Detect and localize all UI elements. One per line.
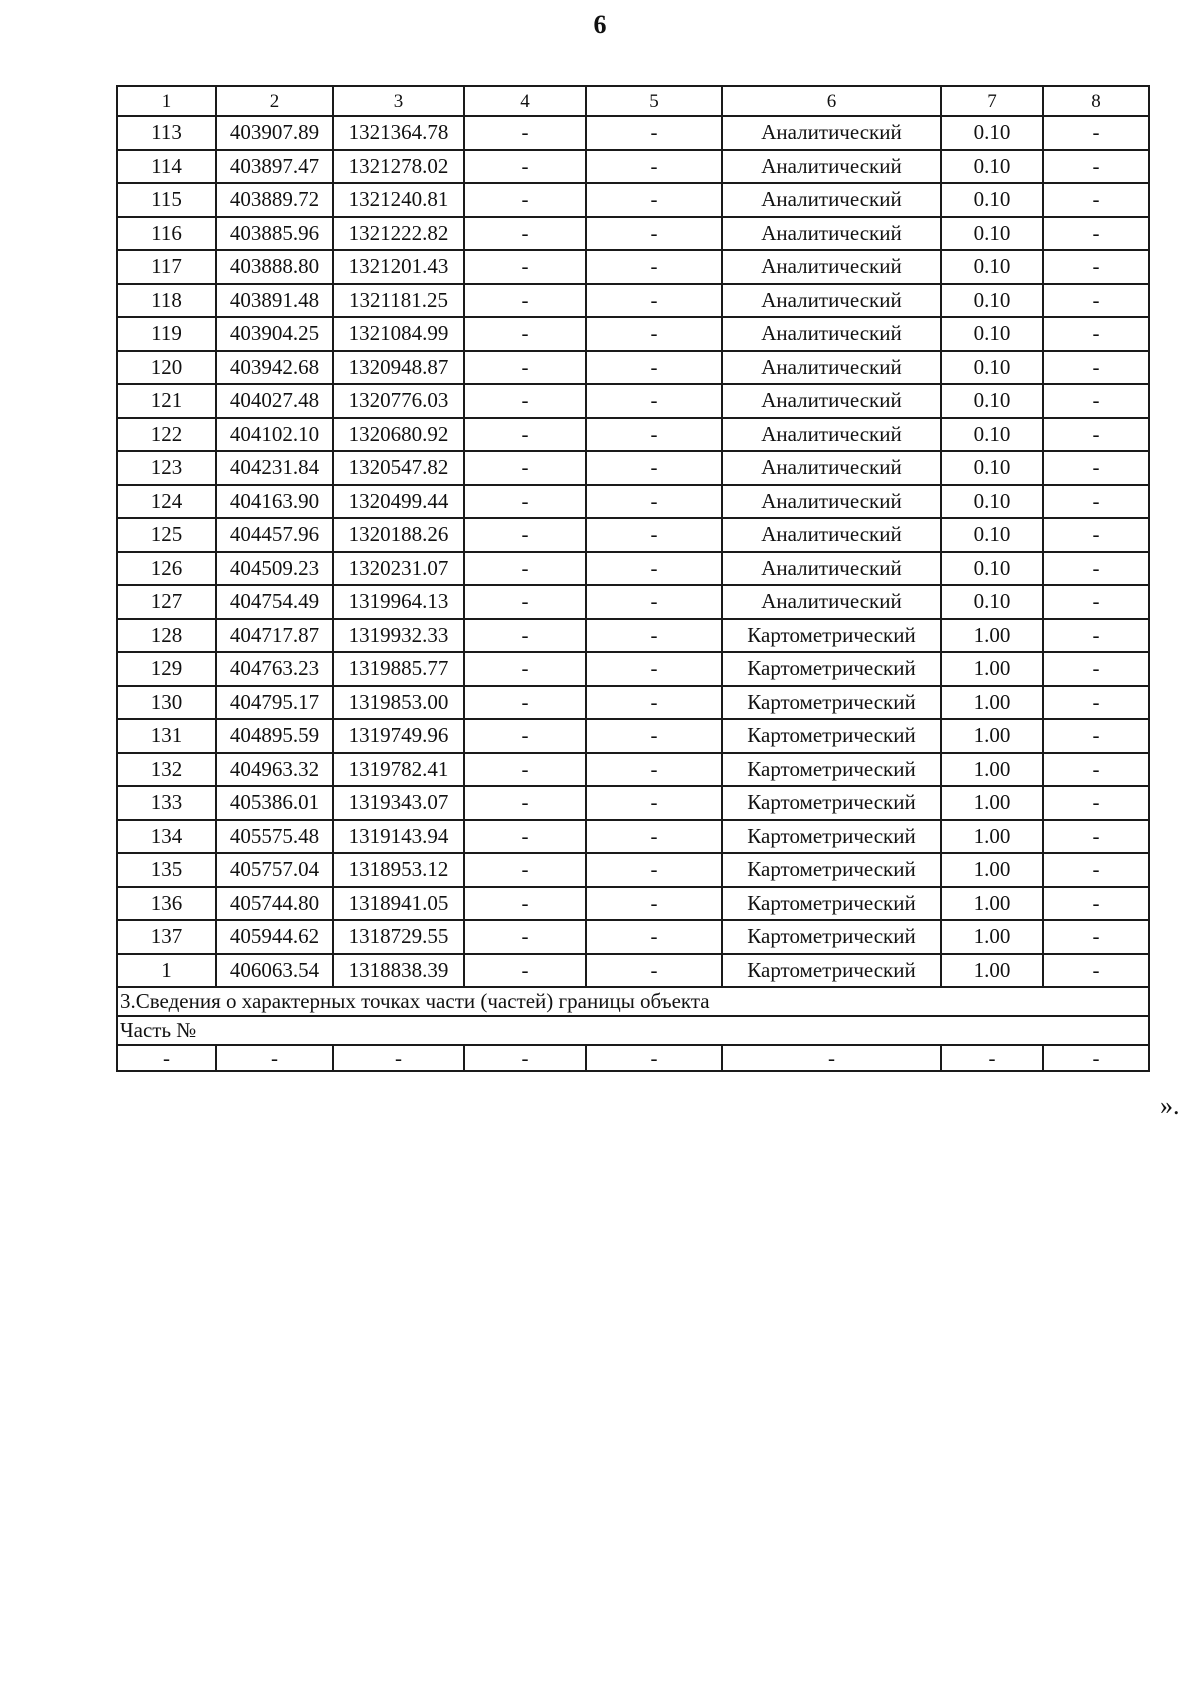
precision-cell: 0.10 (941, 585, 1043, 619)
col-4-cell: - (464, 552, 586, 586)
col-5-cell: - (586, 920, 722, 954)
point-number-cell: 122 (117, 418, 216, 452)
precision-cell: 0.10 (941, 250, 1043, 284)
col-4-cell: - (464, 820, 586, 854)
method-cell: Аналитический (722, 585, 941, 619)
col-5-cell: - (586, 451, 722, 485)
point-number-cell: 123 (117, 451, 216, 485)
col-4-cell: - (464, 485, 586, 519)
x-coordinate-cell: 403907.89 (216, 116, 333, 150)
method-cell: Картометрический (722, 887, 941, 921)
method-cell: Картометрический (722, 719, 941, 753)
point-number-cell: 137 (117, 920, 216, 954)
y-coordinate-cell: 1319964.13 (333, 585, 464, 619)
column-header: 2 (216, 86, 333, 116)
y-coordinate-cell: 1321240.81 (333, 183, 464, 217)
table-row (117, 518, 1149, 552)
table-row (117, 384, 1149, 418)
point-number-cell: 129 (117, 652, 216, 686)
col-4-cell: - (464, 585, 586, 619)
col-8-cell: - (1043, 619, 1149, 653)
col-8-cell: - (1043, 686, 1149, 720)
y-coordinate-cell: 1320680.92 (333, 418, 464, 452)
closing-quote-mark: ». (1160, 1091, 1180, 1120)
table-row (117, 786, 1149, 820)
section-title: 3.Сведения о характерных точках части (частей) границы объекта (117, 987, 1149, 1016)
x-coordinate-cell: 404027.48 (216, 384, 333, 418)
x-coordinate-cell: 404509.23 (216, 552, 333, 586)
method-cell: Аналитический (722, 418, 941, 452)
col-4-cell: - (464, 116, 586, 150)
point-number-cell: 119 (117, 317, 216, 351)
precision-cell: 0.10 (941, 183, 1043, 217)
y-coordinate-cell: 1320499.44 (333, 485, 464, 519)
precision-cell: 0.10 (941, 150, 1043, 184)
x-coordinate-cell: 404754.49 (216, 585, 333, 619)
col-8-cell: - (1043, 585, 1149, 619)
precision-cell: 0.10 (941, 351, 1043, 385)
col-4-cell: - (464, 686, 586, 720)
point-number-cell: 127 (117, 585, 216, 619)
table-row (117, 686, 1149, 720)
precision-cell: 1.00 (941, 719, 1043, 753)
part-label-row (117, 1016, 1149, 1045)
table-row (117, 753, 1149, 787)
page-number: 6 (593, 10, 607, 39)
method-cell: Картометрический (722, 686, 941, 720)
col-8-cell: - (1043, 853, 1149, 887)
method-cell: Аналитический (722, 116, 941, 150)
col-4-cell: - (464, 183, 586, 217)
precision-cell: 0.10 (941, 284, 1043, 318)
x-coordinate-cell: 404457.96 (216, 518, 333, 552)
y-coordinate-cell: 1320776.03 (333, 384, 464, 418)
col-5-cell: - (586, 753, 722, 787)
precision-cell: 0.10 (941, 451, 1043, 485)
col-8-cell: - (1043, 920, 1149, 954)
point-number-cell: 124 (117, 485, 216, 519)
column-header: 6 (722, 86, 941, 116)
col-5-cell: - (586, 619, 722, 653)
precision-cell: 1.00 (941, 652, 1043, 686)
table-cell: - (216, 1045, 333, 1071)
y-coordinate-cell: 1321278.02 (333, 150, 464, 184)
col-8-cell: - (1043, 284, 1149, 318)
col-5-cell: - (586, 954, 722, 988)
precision-cell: 1.00 (941, 619, 1043, 653)
col-8-cell: - (1043, 954, 1149, 988)
x-coordinate-cell: 404231.84 (216, 451, 333, 485)
x-coordinate-cell: 405944.62 (216, 920, 333, 954)
column-header: 5 (586, 86, 722, 116)
y-coordinate-cell: 1320547.82 (333, 451, 464, 485)
method-cell: Аналитический (722, 552, 941, 586)
col-4-cell: - (464, 920, 586, 954)
col-8-cell: - (1043, 150, 1149, 184)
column-header: 4 (464, 86, 586, 116)
point-number-cell: 120 (117, 351, 216, 385)
x-coordinate-cell: 404102.10 (216, 418, 333, 452)
table-row (117, 451, 1149, 485)
y-coordinate-cell: 1319782.41 (333, 753, 464, 787)
col-4-cell: - (464, 150, 586, 184)
y-coordinate-cell: 1319143.94 (333, 820, 464, 854)
y-coordinate-cell: 1319932.33 (333, 619, 464, 653)
point-number-cell: 116 (117, 217, 216, 251)
col-5-cell: - (586, 418, 722, 452)
method-cell: Аналитический (722, 384, 941, 418)
precision-cell: 1.00 (941, 954, 1043, 988)
precision-cell: 0.10 (941, 317, 1043, 351)
col-5-cell: - (586, 150, 722, 184)
col-5-cell: - (586, 116, 722, 150)
x-coordinate-cell: 403897.47 (216, 150, 333, 184)
col-5-cell: - (586, 887, 722, 921)
table-row (117, 317, 1149, 351)
column-header: 3 (333, 86, 464, 116)
col-8-cell: - (1043, 451, 1149, 485)
col-8-cell: - (1043, 116, 1149, 150)
precision-cell: 1.00 (941, 887, 1043, 921)
col-4-cell: - (464, 250, 586, 284)
part-label: Часть № (117, 1016, 1149, 1045)
table-row (117, 217, 1149, 251)
col-4-cell: - (464, 719, 586, 753)
col-4-cell: - (464, 518, 586, 552)
x-coordinate-cell: 403942.68 (216, 351, 333, 385)
y-coordinate-cell: 1318729.55 (333, 920, 464, 954)
col-8-cell: - (1043, 183, 1149, 217)
precision-cell: 0.10 (941, 217, 1043, 251)
y-coordinate-cell: 1318838.39 (333, 954, 464, 988)
col-4-cell: - (464, 384, 586, 418)
col-8-cell: - (1043, 384, 1149, 418)
col-4-cell: - (464, 217, 586, 251)
table-row (117, 284, 1149, 318)
table-row (117, 418, 1149, 452)
y-coordinate-cell: 1321222.82 (333, 217, 464, 251)
col-4-cell: - (464, 351, 586, 385)
column-header: 1 (117, 86, 216, 116)
table-cell: - (1043, 1045, 1149, 1071)
y-coordinate-cell: 1319749.96 (333, 719, 464, 753)
method-cell: Картометрический (722, 753, 941, 787)
col-8-cell: - (1043, 552, 1149, 586)
precision-cell: 1.00 (941, 686, 1043, 720)
col-5-cell: - (586, 183, 722, 217)
x-coordinate-cell: 405575.48 (216, 820, 333, 854)
method-cell: Картометрический (722, 652, 941, 686)
table-row (117, 820, 1149, 854)
precision-cell: 1.00 (941, 820, 1043, 854)
col-5-cell: - (586, 719, 722, 753)
y-coordinate-cell: 1321201.43 (333, 250, 464, 284)
y-coordinate-cell: 1320188.26 (333, 518, 464, 552)
method-cell: Аналитический (722, 351, 941, 385)
table-row (117, 250, 1149, 284)
point-number-cell: 125 (117, 518, 216, 552)
x-coordinate-cell: 403889.72 (216, 183, 333, 217)
x-coordinate-cell: 403888.80 (216, 250, 333, 284)
method-cell: Картометрический (722, 619, 941, 653)
table-cell: - (941, 1045, 1043, 1071)
col-4-cell: - (464, 284, 586, 318)
col-5-cell: - (586, 485, 722, 519)
precision-cell: 1.00 (941, 753, 1043, 787)
col-8-cell: - (1043, 250, 1149, 284)
section-title-row (117, 987, 1149, 1016)
y-coordinate-cell: 1321084.99 (333, 317, 464, 351)
point-number-cell: 133 (117, 786, 216, 820)
col-8-cell: - (1043, 418, 1149, 452)
x-coordinate-cell: 405744.80 (216, 887, 333, 921)
col-5-cell: - (586, 686, 722, 720)
point-number-cell: 114 (117, 150, 216, 184)
col-4-cell: - (464, 619, 586, 653)
y-coordinate-cell: 1320948.87 (333, 351, 464, 385)
col-8-cell: - (1043, 753, 1149, 787)
method-cell: Картометрический (722, 954, 941, 988)
x-coordinate-cell: 404895.59 (216, 719, 333, 753)
col-4-cell: - (464, 753, 586, 787)
table-row (117, 585, 1149, 619)
table-row (117, 183, 1149, 217)
col-4-cell: - (464, 853, 586, 887)
method-cell: Аналитический (722, 451, 941, 485)
x-coordinate-cell: 406063.54 (216, 954, 333, 988)
method-cell: Аналитический (722, 485, 941, 519)
y-coordinate-cell: 1320231.07 (333, 552, 464, 586)
x-coordinate-cell: 404795.17 (216, 686, 333, 720)
col-8-cell: - (1043, 719, 1149, 753)
precision-cell: 0.10 (941, 552, 1043, 586)
table-row (117, 920, 1149, 954)
col-5-cell: - (586, 786, 722, 820)
col-8-cell: - (1043, 485, 1149, 519)
table-header-row (117, 86, 1149, 116)
y-coordinate-cell: 1318941.05 (333, 887, 464, 921)
col-5-cell: - (586, 518, 722, 552)
precision-cell: 0.10 (941, 116, 1043, 150)
dash-row (117, 1045, 1149, 1071)
method-cell: Аналитический (722, 183, 941, 217)
column-header: 8 (1043, 86, 1149, 116)
precision-cell: 1.00 (941, 853, 1043, 887)
method-cell: Картометрический (722, 786, 941, 820)
method-cell: Аналитический (722, 317, 941, 351)
precision-cell: 1.00 (941, 786, 1043, 820)
table-cell: - (464, 1045, 586, 1071)
col-4-cell: - (464, 451, 586, 485)
col-8-cell: - (1043, 887, 1149, 921)
point-number-cell: 134 (117, 820, 216, 854)
col-5-cell: - (586, 317, 722, 351)
col-5-cell: - (586, 351, 722, 385)
x-coordinate-cell: 403891.48 (216, 284, 333, 318)
table-row (117, 619, 1149, 653)
col-8-cell: - (1043, 820, 1149, 854)
point-number-cell: 117 (117, 250, 216, 284)
col-8-cell: - (1043, 518, 1149, 552)
col-8-cell: - (1043, 652, 1149, 686)
col-4-cell: - (464, 786, 586, 820)
col-5-cell: - (586, 384, 722, 418)
table-row (117, 853, 1149, 887)
col-4-cell: - (464, 317, 586, 351)
y-coordinate-cell: 1318953.12 (333, 853, 464, 887)
y-coordinate-cell: 1321181.25 (333, 284, 464, 318)
method-cell: Аналитический (722, 150, 941, 184)
table-cell: - (117, 1045, 216, 1071)
col-5-cell: - (586, 284, 722, 318)
table-row (117, 150, 1149, 184)
precision-cell: 1.00 (941, 920, 1043, 954)
col-5-cell: - (586, 820, 722, 854)
col-8-cell: - (1043, 351, 1149, 385)
table-row (117, 719, 1149, 753)
point-number-cell: 1 (117, 954, 216, 988)
point-number-cell: 131 (117, 719, 216, 753)
x-coordinate-cell: 404963.32 (216, 753, 333, 787)
table-cell: - (722, 1045, 941, 1071)
col-8-cell: - (1043, 786, 1149, 820)
point-number-cell: 128 (117, 619, 216, 653)
point-number-cell: 121 (117, 384, 216, 418)
col-5-cell: - (586, 250, 722, 284)
col-5-cell: - (586, 853, 722, 887)
point-number-cell: 130 (117, 686, 216, 720)
col-5-cell: - (586, 552, 722, 586)
col-8-cell: - (1043, 317, 1149, 351)
point-number-cell: 118 (117, 284, 216, 318)
method-cell: Картометрический (722, 820, 941, 854)
table-row (117, 552, 1149, 586)
table-row (117, 116, 1149, 150)
x-coordinate-cell: 405757.04 (216, 853, 333, 887)
x-coordinate-cell: 404763.23 (216, 652, 333, 686)
x-coordinate-cell: 404163.90 (216, 485, 333, 519)
point-number-cell: 126 (117, 552, 216, 586)
method-cell: Картометрический (722, 853, 941, 887)
point-number-cell: 136 (117, 887, 216, 921)
x-coordinate-cell: 403885.96 (216, 217, 333, 251)
method-cell: Аналитический (722, 250, 941, 284)
y-coordinate-cell: 1321364.78 (333, 116, 464, 150)
method-cell: Аналитический (722, 284, 941, 318)
col-4-cell: - (464, 418, 586, 452)
point-number-cell: 132 (117, 753, 216, 787)
y-coordinate-cell: 1319853.00 (333, 686, 464, 720)
y-coordinate-cell: 1319885.77 (333, 652, 464, 686)
table-row (117, 652, 1149, 686)
table-cell: - (586, 1045, 722, 1071)
method-cell: Картометрический (722, 920, 941, 954)
col-5-cell: - (586, 652, 722, 686)
precision-cell: 0.10 (941, 418, 1043, 452)
point-number-cell: 115 (117, 183, 216, 217)
col-8-cell: - (1043, 217, 1149, 251)
table-row (117, 887, 1149, 921)
table-cell: - (333, 1045, 464, 1071)
x-coordinate-cell: 405386.01 (216, 786, 333, 820)
x-coordinate-cell: 403904.25 (216, 317, 333, 351)
column-header: 7 (941, 86, 1043, 116)
point-number-cell: 135 (117, 853, 216, 887)
coordinates-table (116, 85, 1150, 1072)
y-coordinate-cell: 1319343.07 (333, 786, 464, 820)
method-cell: Аналитический (722, 217, 941, 251)
method-cell: Аналитический (722, 518, 941, 552)
col-4-cell: - (464, 887, 586, 921)
col-4-cell: - (464, 954, 586, 988)
col-4-cell: - (464, 652, 586, 686)
col-5-cell: - (586, 585, 722, 619)
table-row (117, 485, 1149, 519)
precision-cell: 0.10 (941, 518, 1043, 552)
precision-cell: 0.10 (941, 485, 1043, 519)
x-coordinate-cell: 404717.87 (216, 619, 333, 653)
precision-cell: 0.10 (941, 384, 1043, 418)
point-number-cell: 113 (117, 116, 216, 150)
table-row (117, 351, 1149, 385)
col-5-cell: - (586, 217, 722, 251)
table-row (117, 954, 1149, 988)
